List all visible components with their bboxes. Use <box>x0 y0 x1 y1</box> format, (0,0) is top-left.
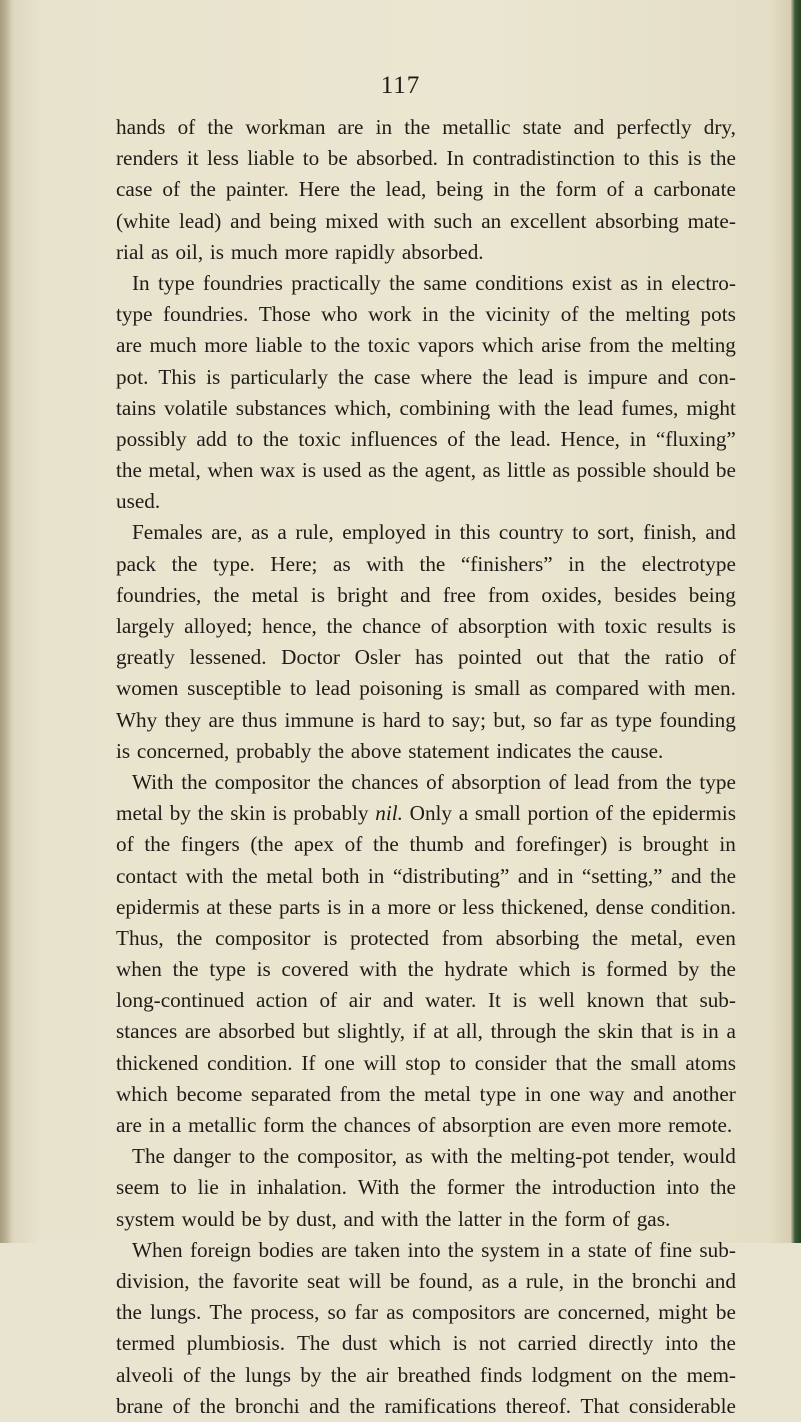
text-line: are in a metallic form the chances of absorption are even more remote. <box>116 1113 733 1137</box>
text-line: which become separated from the metal type in one way and another <box>116 1081 736 1106</box>
text-line: the lungs. The process, so far as compositors are concerned, might be <box>116 1300 736 1325</box>
text-line: The danger to the compositor, as with the melting-pot tender, would <box>132 1144 736 1169</box>
text-line: Why they are thus immune is hard to say; but, so far as type founding <box>116 707 736 732</box>
text-line: With the compositor the chances of absorption of lead from the type <box>132 769 736 794</box>
text-line: possibly add to the toxic influences of the lead. Hence, in “fluxing” <box>116 426 736 451</box>
page-number: 117 <box>380 72 421 99</box>
text-line: When foreign bodies are taken into the system in a state of fine sub- <box>132 1237 736 1262</box>
text-line: division, the favorite seat will be found, as a rule, in the bronchi and <box>116 1268 736 1293</box>
text-line: Thus, the compositor is protected from absorbing the metal, even <box>116 925 736 950</box>
text-line: case of the painter. Here the lead, being in the form of a carbonate <box>116 177 736 202</box>
binding-shadow <box>0 0 12 1243</box>
text-line: of the fingers (the apex of the thumb and forefinger) is brought in <box>116 832 736 857</box>
text-line: is concerned, probably the above statement indicates the cause. <box>116 738 664 763</box>
text-line: termed plumbiosis. The dust which is not carried directly into the <box>116 1331 736 1356</box>
text-line: renders it less liable to be absorbed. In contradistinction to this is the <box>116 146 736 171</box>
text-line: hands of the workman are in the metallic state and perfectly dry, <box>116 115 736 139</box>
text-line: type foundries. Those who work in the vicinity of the melting pots <box>116 302 736 327</box>
text-line: tains volatile substances which, combining with the lead fumes, might <box>116 395 736 420</box>
body-text <box>116 112 736 1422</box>
text-line: pot. This is particularly the case where the lead is impure and con- <box>116 364 736 389</box>
text-line: metal by the skin is probably nil. Only a small portion of the epidermis <box>116 801 736 826</box>
text-line: system would be by dust, and with the latter in the form of gas. <box>116 1206 671 1231</box>
text-line: used. <box>116 489 161 514</box>
page-edge <box>791 0 801 1243</box>
text-line: seem to lie in inhalation. With the former the introduction into the <box>116 1175 736 1200</box>
text-line: brane of the bronchi and the ramifications thereof. That considerable <box>116 1393 736 1418</box>
text-line: are much more liable to the toxic vapors which arise from the melting <box>116 333 736 358</box>
text-line: Females are, as a rule, employed in this country to sort, finish, and <box>132 520 736 545</box>
text-line: largely alloyed; hence, the chance of absorption with toxic results is <box>116 614 736 638</box>
text-line: stances are absorbed but slightly, if at all, through the skin that is in a <box>116 1019 736 1044</box>
text-line: the metal, when wax is used as the agent, as little as possible should be <box>116 458 736 483</box>
text-line: In type foundries practically the same conditions exist as in electro- <box>132 270 736 295</box>
text-line: pack the type. Here; as with the “finishers” in the electrotype <box>116 551 736 576</box>
text-line: when the type is covered with the hydrate which is formed by the <box>116 957 736 982</box>
text-line: contact with the metal both in “distributing” and in “setting,” and the <box>116 863 736 888</box>
text-line: alveoli of the lungs by the air breathed finds lodgment on the mem- <box>116 1362 736 1387</box>
text-line: foundries, the metal is bright and free from oxides, besides being <box>116 582 736 607</box>
text-line: (white lead) and being mixed with such an excellent absorbing mate- <box>116 208 736 233</box>
text-line: greatly lessened. Doctor Osler has pointed out that the ratio of <box>116 645 736 670</box>
text-line: thickened condition. If one will stop to consider that the small atoms <box>116 1050 736 1075</box>
text-line: epidermis at these parts is in a more or less thickened, dense condition. <box>116 894 736 919</box>
text-line: women susceptible to lead poisoning is small as compared with men. <box>116 676 736 701</box>
text-line: rial as oil, is much more rapidly absorbed. <box>116 239 484 264</box>
text-line: long-continued action of air and water. It is well known that sub- <box>116 988 736 1013</box>
